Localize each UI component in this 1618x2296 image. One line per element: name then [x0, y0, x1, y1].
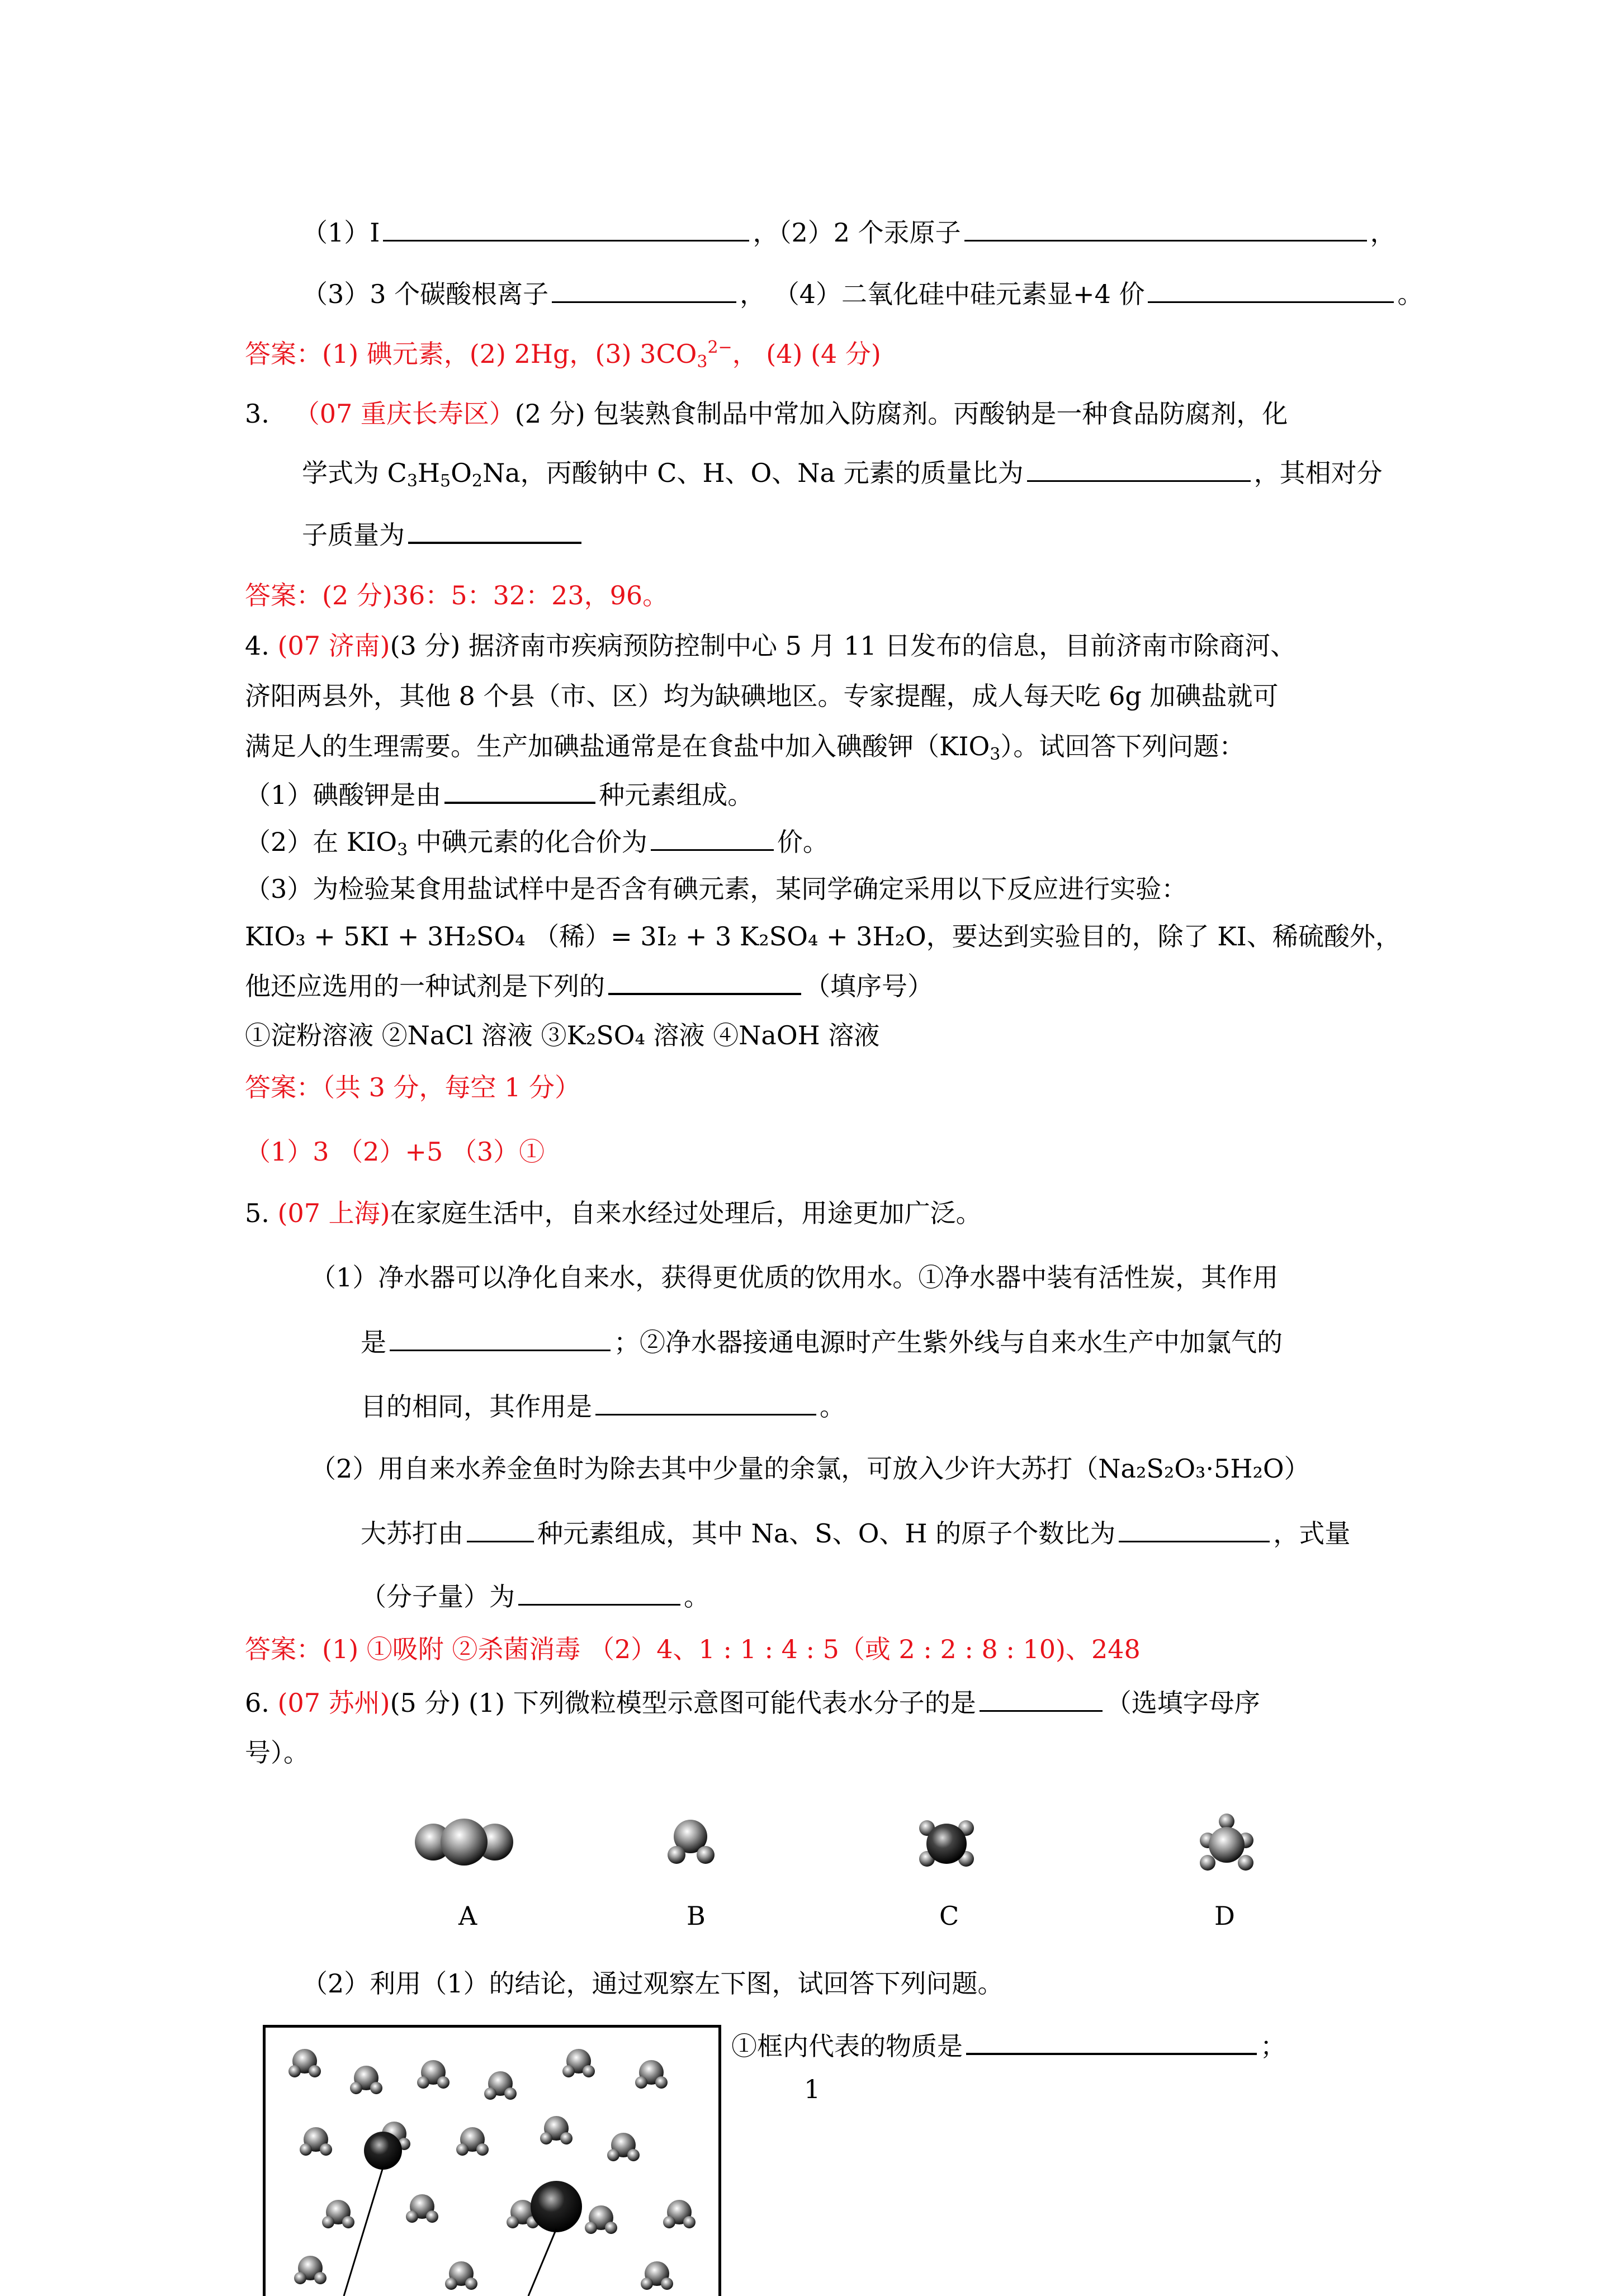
q3-answer: 答案：(2 分)36：5：32：23，96。: [245, 580, 669, 610]
q4-equation: KIO₃ + 5KI + 3H₂SO₄ （稀）= 3I₂ + 3 K₂SO₄ + 3H₂O，要达到实验目的，除了 KI、稀硫酸外，: [245, 921, 1401, 951]
q4-line3: [245, 730, 1245, 763]
q4-text1: (3 分) 据济南市疾病预防控制中心 5 月 11 日发布的信息，目前济南市除商河、: [390, 631, 1297, 661]
q3-line1: [245, 397, 1288, 430]
blank-q3-2[interactable]: [408, 517, 581, 544]
q5-s2l2-b: 种元素组成，其中 Na、S、O、H 的原子个数比为: [537, 1518, 1116, 1549]
q2-line1: [302, 215, 1396, 249]
q6-box-text: ①框内代表的物质是: [731, 2031, 963, 2061]
q3-text2b: H: [417, 458, 441, 488]
blank-q5-5[interactable]: [518, 1579, 680, 1606]
q5-source: (07 上海): [277, 1198, 390, 1228]
q4-sub2-c: 价。: [777, 827, 829, 857]
q2-line2: [302, 277, 1423, 311]
blank-q5-1[interactable]: [390, 1325, 611, 1351]
q2-answer-sub: 3: [697, 352, 708, 372]
page-number: 1: [804, 2074, 821, 2104]
q3-text2a: 学式为 C: [302, 458, 407, 488]
q2-line2-b: ， （4）二氧化硅中硅元素显+4 价: [740, 279, 1145, 309]
q4-sub2-b: 中碘元素的化合价为: [408, 827, 647, 857]
blank-q5-2[interactable]: [595, 1389, 816, 1416]
q3-source: （07 重庆长寿区）: [294, 399, 515, 429]
q5-answer: 答案：(1) ①吸附 ②杀菌消毒 （2）4、1 : 1 : 4 : 5（或 2 : 2 : 8 : 10)、248: [245, 1634, 1141, 1664]
q5-sub1-line3: [361, 1389, 845, 1423]
q3-text2d: Na，丙酸钠中 C、H、O、Na 元素的质量比为: [482, 458, 1024, 488]
q6-text1a: (5 分) (1) 下列微粒模型示意图可能代表水分子的是: [390, 1688, 976, 1718]
blank-q2-3[interactable]: [552, 277, 736, 303]
q5-s1l3-a: 目的相同，其作用是: [361, 1391, 592, 1422]
q4-sub1: [245, 777, 753, 812]
q2-answer-b: ， (4) (4 分): [732, 339, 881, 369]
q5-s1l3-b: 。: [820, 1391, 845, 1422]
q6-source: (07 苏州): [277, 1688, 390, 1718]
q4-sub2-sub: 3: [397, 840, 408, 860]
q4-sub1-b: 种元素组成。: [599, 780, 754, 810]
q5-number: 5.: [245, 1198, 269, 1228]
q4-text3b: ）。试回答下列问题：: [1000, 731, 1245, 761]
q5-s1l2-b: ；②净水器接通电源时产生紫外线与自来水生产中加氯气的: [614, 1327, 1283, 1357]
q4-sub3: （3）为检验某食用盐试样中是否含有碘元素，某同学确定采用以下反应进行实验：: [245, 874, 1188, 904]
q3-sub2: 5: [440, 471, 451, 491]
molecule-d-icon: [1200, 1814, 1253, 1871]
q6-part2: （2）利用（1）的结论，通过观察左下图，试回答下列问题。: [302, 1968, 1004, 1999]
q6-box-question: [731, 2028, 1286, 2063]
q4-answer2: （1）3 （2）+5 （3）①: [245, 1137, 545, 1167]
q4-options: ①淀粉溶液 ②NaCl 溶液 ③K₂SO₄ 溶液 ④NaOH 溶液: [245, 1020, 880, 1050]
q2-line2-c: 。: [1397, 279, 1423, 309]
q4-text3a: 满足人的生理需要。生产加碘盐通常是在食盐中加入碘酸钾（KIO: [245, 731, 990, 761]
q2-answer: [245, 337, 881, 371]
q3-line3: [302, 517, 585, 552]
molecule-a-icon: [415, 1819, 513, 1866]
q5-sub2-line1: （2）用自来水养金鱼时为除去其中少量的余氯，可放入少许大苏打（Na₂S₂O₃·5H₂O）: [310, 1454, 1310, 1484]
q4-sub2-a: （2）在 KIO: [245, 827, 398, 857]
ion-large-2: [531, 2181, 582, 2232]
q4-sub2: [245, 825, 829, 859]
q5-sub1-line1: （1）净水器可以净化自来水，获得更优质的饮用水。①净水器中装有活性炭，其作用: [310, 1262, 1279, 1293]
q5-s2l2-c: ，式量: [1273, 1518, 1351, 1549]
q5-sub2-line3: [361, 1579, 709, 1613]
label-b: B: [687, 1901, 706, 1931]
q5-s1l2-a: 是: [361, 1327, 386, 1357]
q4-number: 4.: [245, 631, 269, 661]
blank-q2-2[interactable]: [964, 215, 1367, 242]
q6-text1b: （选填字母序: [1105, 1688, 1260, 1718]
label-d: D: [1214, 1901, 1235, 1931]
q4-q-a: 他还应选用的一种试剂是下列的: [245, 971, 605, 1001]
blank-q2-1[interactable]: [383, 215, 749, 242]
q3-line2: [302, 456, 1383, 490]
blank-q6-2[interactable]: [966, 2028, 1257, 2055]
molecule-models: [0, 1800, 1618, 1945]
q6-line2: 号）。: [245, 1738, 309, 1768]
q3-text1: (2 分) 包装熟食制品中常加入防腐剂。丙酸钠是一种食品防腐剂，化: [514, 399, 1288, 429]
q5-s2l3-a: （分子量）为: [361, 1582, 515, 1612]
q2-line1-c: ，: [1370, 217, 1396, 248]
blank-q4-2[interactable]: [651, 825, 774, 851]
q5-line1: [245, 1196, 982, 1230]
blank-q2-4[interactable]: [1148, 277, 1394, 303]
molecule-b-icon: [668, 1820, 715, 1864]
q6-box-end: ；: [1260, 2031, 1286, 2061]
molecule-models-svg: [0, 1800, 1618, 1945]
q6-line1: [245, 1686, 1260, 1720]
blank-q6-1[interactable]: [980, 1686, 1103, 1712]
q4-answer1: 答案：（共 3 分，每空 1 分）: [245, 1072, 581, 1102]
q4-source: (07 济南): [277, 631, 390, 661]
blank-q4-1[interactable]: [444, 777, 595, 804]
q3-text2c: O: [451, 458, 472, 488]
q2-answer-sup: 2−: [707, 338, 732, 357]
solution-figure-svg: [266, 2028, 718, 2296]
ion-large-1: [364, 2132, 402, 2170]
solution-figure: [263, 2025, 721, 2296]
q2-answer-a: 答案：(1) 碘元素，(2) 2Hg，(3) 3CO: [245, 339, 697, 369]
q5-s2l3-b: 。: [684, 1582, 709, 1612]
q3-sub1: 3: [406, 471, 418, 491]
q3-sub3: 2: [471, 471, 482, 491]
label-c: C: [939, 1901, 959, 1931]
q5-text1: 在家庭生活中，自来水经过处理后，用途更加广泛。: [390, 1198, 982, 1228]
label-a: A: [458, 1901, 477, 1931]
q4-line2: 济阳两县外，其他 8 个县（市、区）均为缺碘地区。专家提醒，成人每天吃 6g 加碘盐就可: [245, 681, 1279, 711]
q2-line1-b: ，（2）2 个汞原子: [753, 217, 961, 248]
q4-sub1-a: （1）碘酸钾是由: [245, 780, 442, 810]
blank-q4-3[interactable]: [608, 968, 801, 995]
q3-text2e: ，其相对分: [1253, 458, 1383, 488]
q6-number: 6.: [245, 1688, 269, 1718]
molecule-c-icon: [919, 1820, 974, 1867]
q4-sub: 3: [990, 745, 1001, 764]
q4-line1: [245, 629, 1296, 662]
blank-q5-3[interactable]: [467, 1516, 534, 1542]
q5-sub2-line2: [361, 1516, 1350, 1550]
q5-sub1-line2: [361, 1325, 1283, 1359]
q4-q-b: （填序号）: [805, 971, 933, 1001]
q3-number: 3.: [245, 399, 269, 429]
q3-text3: 子质量为: [302, 520, 405, 550]
q2-line1-a: （1）I: [302, 217, 380, 248]
q5-s2l2-a: 大苏打由: [361, 1518, 463, 1549]
q4-question: [245, 968, 933, 1003]
blank-q5-4[interactable]: [1119, 1516, 1270, 1542]
blank-q3-1[interactable]: [1027, 456, 1251, 482]
q2-line2-a: （3）3 个碳酸根离子: [302, 279, 549, 309]
